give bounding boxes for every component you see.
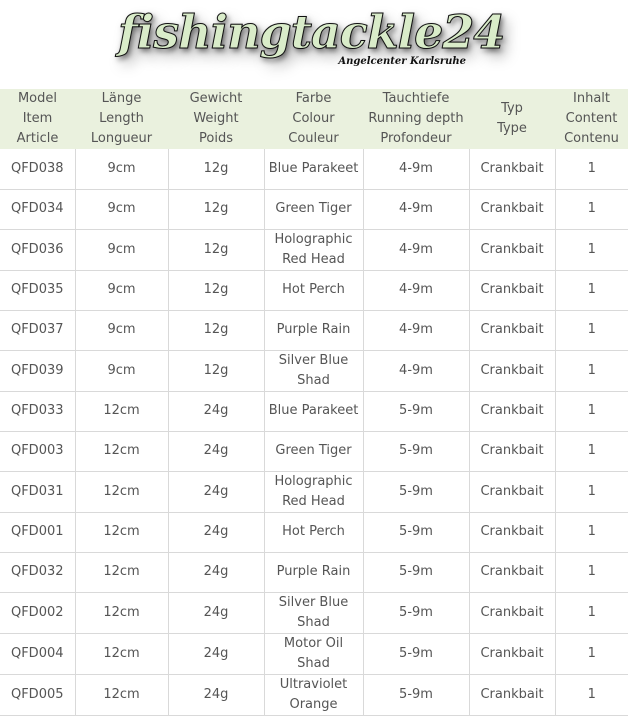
cell-colour: [264, 310, 363, 350]
cell-length: 12cm: [75, 471, 168, 512]
cell-depth: 5-9m: [363, 391, 469, 431]
cell-type: Crankbait: [469, 229, 555, 270]
cell-type: Crankbait: [469, 350, 555, 391]
table-body: [0, 149, 628, 715]
cell-type: Crankbait: [469, 674, 555, 715]
cell-line: Ultraviolet: [279, 676, 348, 692]
cell-line: Shad: [297, 372, 330, 388]
cell-depth: 5-9m: [363, 552, 469, 592]
cell-colour: [264, 149, 363, 189]
cell-line: Holographic: [274, 231, 353, 247]
cell-type: Crankbait: [469, 189, 555, 229]
cell-colour: [264, 391, 363, 431]
cell-model: QFD031: [0, 471, 75, 512]
cell-type: Crankbait: [469, 633, 555, 674]
cell-length: 9cm: [75, 149, 168, 189]
column-header-label: Length: [99, 111, 144, 126]
logo-text: fishingtackle24: [118, 5, 505, 59]
cell-content: 1: [555, 149, 628, 189]
cell-length: 12cm: [75, 512, 168, 552]
cell-type: Crankbait: [469, 552, 555, 592]
cell-model: QFD038: [0, 149, 75, 189]
cell-model: QFD035: [0, 270, 75, 310]
cell-line: Blue Parakeet: [268, 403, 359, 418]
cell-line: Shad: [297, 614, 330, 630]
cell-depth: 5-9m: [363, 471, 469, 512]
column-header-label: Type: [497, 121, 527, 136]
logo-subtitle: Angelcenter Karlsruhe: [338, 56, 466, 67]
column-header-label: Item: [22, 111, 53, 126]
cell-line: Motor Oil Shad: [283, 635, 344, 671]
column-header-label: Model: [17, 91, 58, 106]
table-row[interactable]: [0, 633, 628, 674]
cell-length: 12cm: [75, 391, 168, 431]
brand-logo[interactable]: [118, 5, 505, 74]
cell-depth: 5-9m: [363, 633, 469, 674]
cell-content: 1: [555, 471, 628, 512]
cell-depth: 5-9m: [363, 674, 469, 715]
cell-weight: 24g: [168, 471, 264, 512]
column-header-type: [469, 89, 555, 149]
cell-length: 12cm: [75, 552, 168, 592]
cell-type: Crankbait: [469, 149, 555, 189]
column-header-label: Farbe: [295, 91, 332, 106]
cell-weight: 12g: [168, 270, 264, 310]
column-header-label: Couleur: [288, 131, 339, 146]
cell-model: QFD036: [0, 229, 75, 270]
cell-content: 1: [555, 512, 628, 552]
column-header-label: Contenu: [564, 131, 619, 146]
column-header-label: Running depth: [368, 111, 464, 126]
cell-colour: [264, 350, 363, 391]
cell-line: Silver Blue: [278, 352, 349, 368]
cell-model: QFD005: [0, 674, 75, 715]
cell-line: Green Tiger: [275, 201, 352, 216]
cell-type: Crankbait: [469, 592, 555, 633]
cell-type: Crankbait: [469, 391, 555, 431]
cell-line: Blue Parakeet: [268, 160, 359, 176]
column-header-label: Longueur: [90, 131, 153, 146]
cell-weight: 12g: [168, 310, 264, 350]
column-header-label: Colour: [292, 111, 335, 126]
column-header-depth: [363, 89, 469, 149]
cell-length: 12cm: [75, 431, 168, 471]
cell-weight: 24g: [168, 674, 264, 715]
cell-type: Crankbait: [469, 431, 555, 471]
cell-content: 1: [555, 310, 628, 350]
cell-depth: 4-9m: [363, 149, 469, 189]
cell-line: Holographic: [274, 473, 353, 489]
table-row[interactable]: [0, 310, 628, 350]
cell-content: 1: [555, 674, 628, 715]
cell-weight: 24g: [168, 633, 264, 674]
cell-model: QFD004: [0, 633, 75, 674]
cell-model: QFD037: [0, 310, 75, 350]
cell-length: 9cm: [75, 350, 168, 391]
column-header-length: [75, 89, 168, 149]
cell-depth: 5-9m: [363, 592, 469, 633]
cell-weight: 24g: [168, 391, 264, 431]
cell-model: QFD001: [0, 512, 75, 552]
cell-line: Green Tiger: [275, 443, 352, 458]
cell-length: 9cm: [75, 270, 168, 310]
cell-colour: [264, 270, 363, 310]
table-row[interactable]: [0, 674, 628, 715]
cell-type: Crankbait: [469, 512, 555, 552]
column-header-label: Poids: [199, 131, 233, 146]
cell-model: QFD033: [0, 391, 75, 431]
cell-weight: 24g: [168, 512, 264, 552]
cell-length: 12cm: [75, 674, 168, 715]
cell-colour: [264, 592, 363, 633]
table-row[interactable]: [0, 512, 628, 552]
cell-colour: [264, 189, 363, 229]
cell-content: 1: [555, 431, 628, 471]
cell-colour: [264, 512, 363, 552]
column-header-label: Profondeur: [380, 131, 452, 146]
column-header-label: Länge: [101, 91, 142, 106]
table-row[interactable]: [0, 149, 628, 189]
table-row[interactable]: [0, 552, 628, 592]
cell-weight: 12g: [168, 149, 264, 189]
page-header: [0, 0, 628, 89]
cell-depth: 4-9m: [363, 189, 469, 229]
cell-weight: 24g: [168, 552, 264, 592]
cell-content: 1: [555, 229, 628, 270]
cell-line: Red Head: [282, 493, 345, 509]
cell-content: 1: [555, 592, 628, 633]
table-row[interactable]: [0, 350, 628, 391]
cell-content: 1: [555, 391, 628, 431]
column-header-label: Content: [565, 111, 618, 126]
cell-weight: 12g: [168, 189, 264, 229]
cell-model: QFD039: [0, 350, 75, 391]
cell-length: 12cm: [75, 633, 168, 674]
cell-weight: 24g: [168, 592, 264, 633]
column-header-label: Inhalt: [573, 91, 610, 106]
cell-colour: [264, 471, 363, 512]
cell-content: 1: [555, 270, 628, 310]
cell-type: Crankbait: [469, 471, 555, 512]
cell-line: Orange: [289, 696, 338, 712]
cell-line: Purple Rain: [276, 322, 351, 337]
column-header-label: Article: [16, 131, 59, 146]
cell-depth: 5-9m: [363, 512, 469, 552]
cell-line: Silver Blue: [278, 594, 349, 610]
table-row[interactable]: [0, 431, 628, 471]
cell-depth: 4-9m: [363, 229, 469, 270]
cell-type: Crankbait: [469, 270, 555, 310]
cell-length: 9cm: [75, 229, 168, 270]
cell-model: QFD003: [0, 431, 75, 471]
cell-content: 1: [555, 633, 628, 674]
column-header-label: Typ: [501, 101, 523, 116]
table-row[interactable]: [0, 189, 628, 229]
column-header-model: [0, 89, 75, 149]
cell-content: 1: [555, 189, 628, 229]
cell-colour: [264, 229, 363, 270]
column-header-weight: [168, 89, 264, 149]
cell-model: QFD034: [0, 189, 75, 229]
table-row[interactable]: [0, 270, 628, 310]
cell-type: Crankbait: [469, 310, 555, 350]
cell-line: Red Head: [282, 251, 345, 267]
table-row[interactable]: [0, 229, 628, 270]
column-header-label: Weight: [193, 111, 239, 126]
cell-weight: 12g: [168, 229, 264, 270]
table-row[interactable]: [0, 391, 628, 431]
cell-line: Purple Rain: [276, 564, 351, 579]
column-header-colour: [264, 89, 363, 149]
cell-colour: [264, 633, 363, 674]
cell-colour: [264, 431, 363, 471]
cell-length: 12cm: [75, 592, 168, 633]
cell-weight: 24g: [168, 431, 264, 471]
cell-weight: 12g: [168, 350, 264, 391]
product-table: [0, 89, 628, 716]
cell-colour: [264, 552, 363, 592]
column-header-label: Gewicht: [189, 91, 243, 106]
cell-length: 9cm: [75, 310, 168, 350]
cell-line: Hot Perch: [282, 282, 345, 297]
cell-content: 1: [555, 552, 628, 592]
column-header-label: Tauchtiefe: [382, 91, 450, 106]
table-header-row: [0, 89, 628, 149]
cell-depth: 4-9m: [363, 350, 469, 391]
cell-depth: 4-9m: [363, 310, 469, 350]
table-row[interactable]: [0, 471, 628, 512]
cell-model: QFD032: [0, 552, 75, 592]
cell-line: Hot Perch: [282, 524, 345, 539]
cell-model: QFD002: [0, 592, 75, 633]
table-row[interactable]: [0, 592, 628, 633]
cell-depth: 5-9m: [363, 431, 469, 471]
cell-length: 9cm: [75, 189, 168, 229]
cell-content: 1: [555, 350, 628, 391]
cell-depth: 4-9m: [363, 270, 469, 310]
column-header-content: [555, 89, 628, 149]
cell-colour: [264, 674, 363, 715]
